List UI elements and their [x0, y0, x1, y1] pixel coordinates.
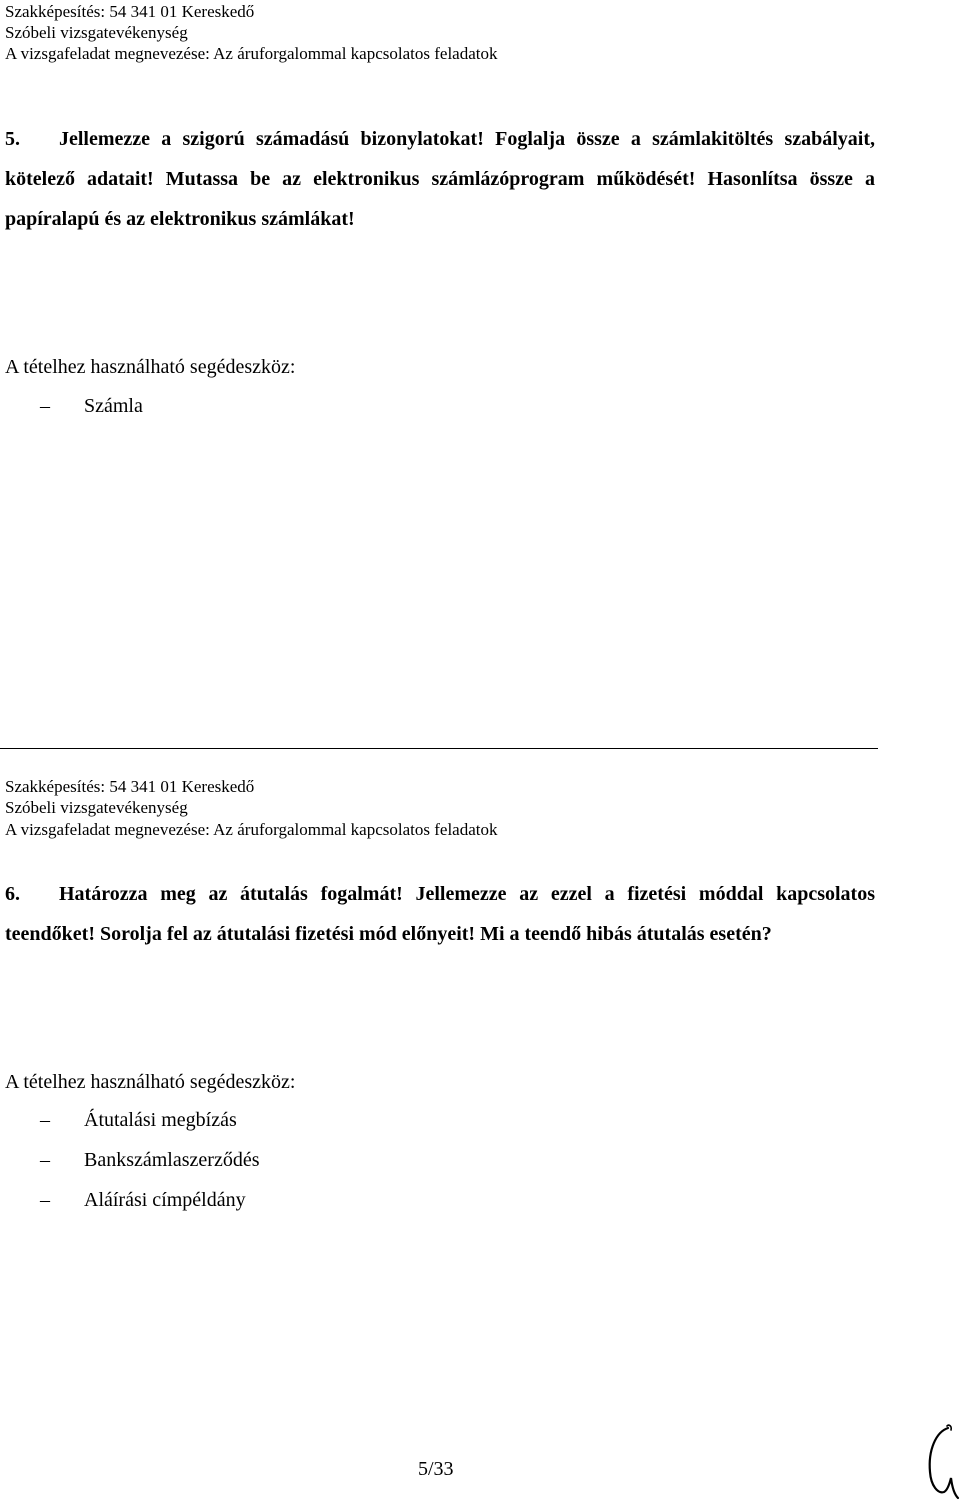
header-exam-type: Szóbeli vizsgatevékenység — [5, 23, 188, 42]
tool-item — [40, 1148, 259, 1172]
signature-mark — [918, 1422, 960, 1502]
tools-title: A tételhez használható segédeszköz: — [5, 1071, 296, 1093]
header-task-name: A vizsgafeladat megnevezése: Az áruforgalommal kapcsolatos feladatok — [5, 44, 498, 63]
tool-label: Átutalási megbízás — [84, 1109, 237, 1131]
page-separator-line — [0, 748, 878, 749]
question-number: 5. — [5, 128, 20, 150]
tool-item — [40, 1108, 237, 1132]
header-qualification: Szakképesítés: 54 341 01 Kereskedő — [5, 2, 255, 21]
tool-item — [40, 394, 143, 418]
question-5 — [5, 119, 875, 239]
question-number: 6. — [5, 883, 20, 905]
list-dash: – — [40, 1149, 50, 1171]
header-exam-type: Szóbeli vizsgatevékenység — [5, 798, 188, 817]
header-task-name: A vizsgafeladat megnevezése: Az áruforgalommal kapcsolatos feladatok — [5, 820, 498, 839]
question-text: Határozza meg az átutalás fogalmát! Jellemezze az ezzel a fizetési móddal kapcsolatos teendőket! Sorolja fel az átutalási fizetési mód előnyeit! Mi a teendő hibás átutalás esetén? — [5, 883, 875, 945]
list-dash: – — [40, 1189, 50, 1211]
header-qualification: Szakképesítés: 54 341 01 Kereskedő — [5, 777, 255, 796]
tools-title: A tételhez használható segédeszköz: — [5, 356, 296, 378]
tool-label: Aláírási címpéldány — [84, 1189, 246, 1211]
list-dash: – — [40, 1109, 50, 1131]
page-number: 5/33 — [418, 1458, 454, 1480]
list-dash: – — [40, 395, 50, 417]
question-6 — [5, 874, 875, 954]
tool-label: Számla — [84, 395, 143, 417]
tool-item — [40, 1188, 246, 1212]
tool-label: Bankszámlaszerződés — [84, 1149, 260, 1171]
question-text: Jellemezze a szigorú számadású bizonylatokat! Foglalja össze a számlakitöltés szabályait, kötelező adatait! Mutassa be az elektronikus számlázóprogram működését! Hasonlítsa össze a papíralapú és az elektronikus számlákat! — [5, 128, 875, 230]
